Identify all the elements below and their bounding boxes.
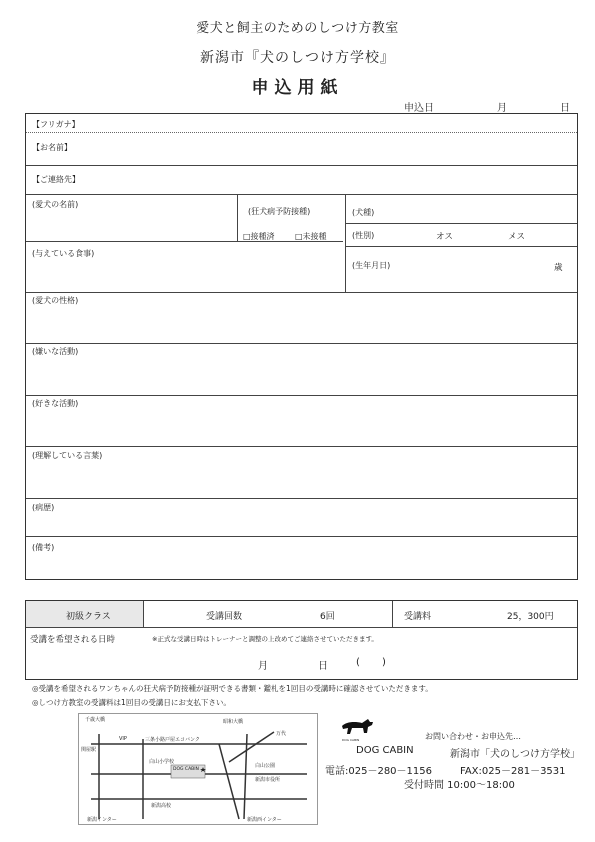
count-label: 受講回数 bbox=[206, 612, 243, 622]
breed-label: (犬種) bbox=[352, 208, 375, 217]
sex-female-option[interactable]: メス bbox=[508, 232, 526, 242]
furigana-divider bbox=[26, 132, 577, 133]
header-title-line1: 愛犬と飼主のためのしつけ方教室 bbox=[196, 21, 399, 36]
food-label: (与えている食事) bbox=[32, 249, 95, 258]
history-label: (病歴) bbox=[32, 503, 55, 512]
divider bbox=[26, 241, 343, 242]
schedule-paren-close: ) bbox=[382, 657, 386, 668]
contact-hours: 受付時間 10:00～18:00 bbox=[404, 780, 515, 791]
map-label-road-top: 千歳大橋 bbox=[85, 717, 106, 723]
name-label: 【お名前】 bbox=[32, 143, 72, 152]
personality-label: (愛犬の性格) bbox=[32, 296, 79, 305]
map-label-right1: 万代 bbox=[276, 731, 287, 737]
price-value: 25，300円 bbox=[507, 612, 554, 622]
contact-fax: FAX:025－281－3531 bbox=[460, 766, 566, 777]
map-label-bottom-left: 新潟インター bbox=[87, 817, 117, 823]
sex-male-option[interactable]: オス bbox=[436, 232, 453, 242]
map-label-bottom-right: 新潟西インター bbox=[247, 817, 282, 823]
schedule-paren-open: ( bbox=[356, 657, 360, 668]
map-label-right2: 白山公園 bbox=[255, 763, 276, 769]
map-label-school: 白山小学校 bbox=[149, 759, 175, 765]
contact-label: 【ご連絡先】 bbox=[32, 175, 80, 184]
contact-tel: 電話:025－280－1156 bbox=[325, 766, 432, 777]
class-label: 初級クラス bbox=[66, 612, 111, 622]
map-label-dogcabin: DOG CABIN bbox=[173, 767, 199, 772]
map-label-road-top-right: 昭和大橋 bbox=[223, 719, 244, 725]
dog-name-label: (愛犬の名前) bbox=[32, 200, 79, 209]
vaccinated-checkbox[interactable]: □接種済 bbox=[243, 232, 275, 241]
map-label-city: 新潟市役所 bbox=[255, 777, 281, 783]
dislikes-label: (嫌いな活動) bbox=[32, 347, 79, 356]
divider bbox=[26, 446, 577, 447]
date-label: 申込日 bbox=[404, 103, 434, 114]
birth-label: (生年月日) bbox=[352, 261, 391, 270]
price-label: 受講料 bbox=[404, 612, 432, 622]
sex-label: (性別) bbox=[352, 231, 375, 240]
schedule-note: ※正式な受講日時はトレーナーと調整の上改めてご連絡させていただきます。 bbox=[152, 635, 378, 643]
fee-table bbox=[25, 600, 578, 680]
divider bbox=[26, 395, 577, 396]
logo-tagline: DOG CABIN bbox=[342, 738, 360, 742]
dog-logo-icon bbox=[340, 716, 376, 738]
divider bbox=[26, 627, 577, 628]
likes-label: (好きな活動) bbox=[32, 399, 79, 408]
location-map bbox=[78, 713, 318, 825]
words-label: (理解している言葉) bbox=[32, 451, 103, 460]
divider bbox=[345, 223, 577, 224]
map-label-bottom-mid: 新潟高校 bbox=[151, 803, 172, 809]
application-form bbox=[25, 113, 578, 580]
rabies-label: (狂犬病予防接種) bbox=[248, 207, 311, 216]
age-unit: 歳 bbox=[554, 263, 563, 273]
contact-school: 新潟市「犬のしつけ方学校」 bbox=[450, 749, 580, 760]
divider bbox=[26, 194, 577, 195]
schedule-day: 日 bbox=[318, 661, 328, 672]
date-day-label: 日 bbox=[560, 103, 570, 114]
contact-name: DOG CABIN bbox=[356, 745, 414, 756]
map-label-vip: VIP bbox=[119, 736, 127, 742]
date-month-label: 月 bbox=[497, 103, 507, 114]
form-title: 申込用紙 bbox=[251, 78, 344, 98]
divider bbox=[345, 246, 577, 247]
count-value: 6回 bbox=[320, 612, 335, 622]
map-label-mitsui: 三条小路戸屋 bbox=[145, 737, 176, 743]
divider bbox=[26, 498, 577, 499]
schedule-month: 月 bbox=[258, 661, 268, 672]
schedule-label: 受講を希望される日時 bbox=[30, 635, 116, 645]
map-label-kanko: 関屋駅 bbox=[81, 747, 97, 753]
divider bbox=[26, 536, 577, 537]
not-vaccinated-checkbox[interactable]: □未接種 bbox=[295, 232, 327, 241]
note-payment: ◎しつけ方教室の受講料は1回目の受講日にお支払下さい。 bbox=[32, 698, 231, 707]
divider bbox=[237, 194, 238, 241]
header-title-line2: 新潟市『犬のしつけ方学校』 bbox=[200, 50, 395, 66]
divider bbox=[26, 292, 577, 293]
remarks-label: (備考) bbox=[32, 543, 55, 552]
divider bbox=[26, 165, 577, 166]
map-label-bank: エコバンク bbox=[175, 737, 200, 743]
furigana-label: 【フリガナ】 bbox=[32, 120, 80, 129]
divider bbox=[26, 343, 577, 344]
divider bbox=[392, 601, 393, 627]
note-rabies: ◎受講を希望されるワンちゃんの狂犬病予防接種が証明できる書類・鑑札を1回目の受講時に確認させていただきます。 bbox=[32, 684, 433, 693]
contact-inquiry: お問い合わせ・お申込先… bbox=[425, 732, 521, 741]
divider bbox=[345, 194, 346, 292]
